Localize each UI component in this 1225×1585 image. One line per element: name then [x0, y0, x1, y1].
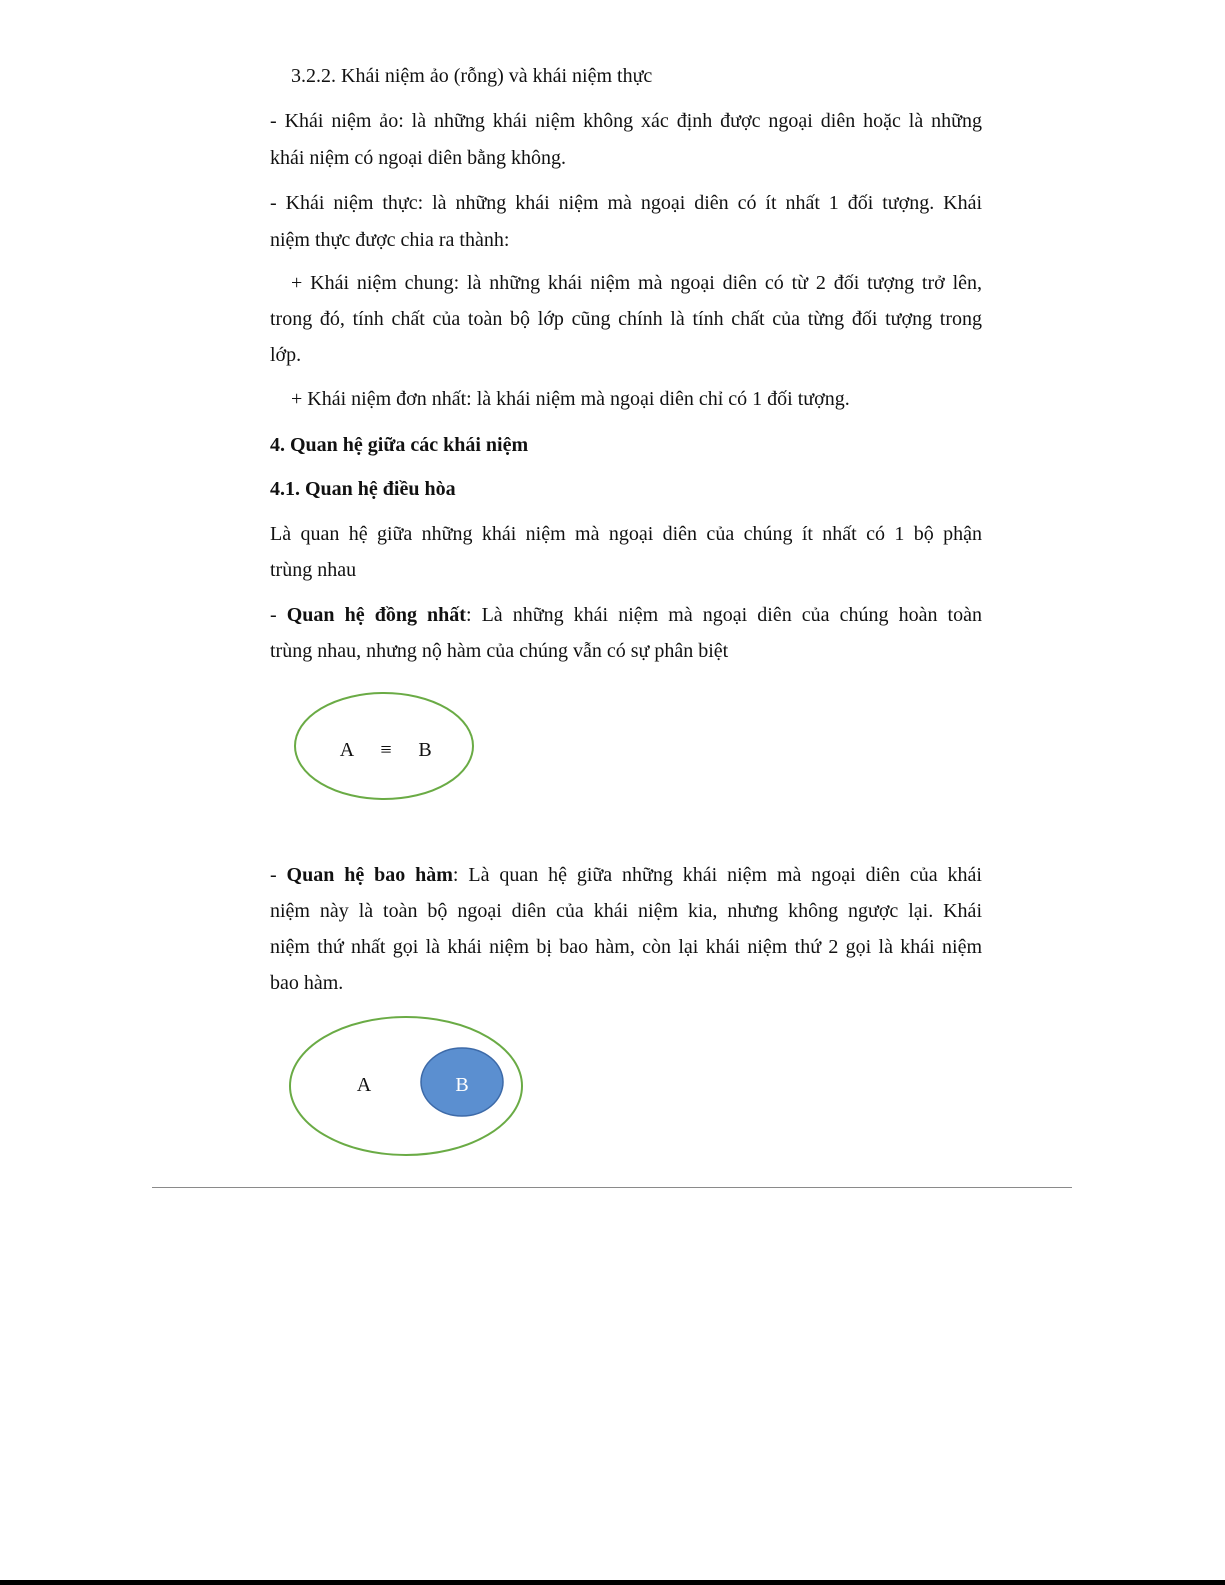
dong-nhat-dash: - [270, 604, 287, 626]
bao-ham-line-1 [270, 863, 982, 887]
chung-line-3: lớp. [270, 344, 302, 366]
dieu-hoa-line-2: trùng nhau [270, 559, 357, 581]
identity-label-a: A [339, 739, 355, 761]
chung-line-1: + Khái niệm chung: là những khái niệm mà ngoại diên có từ 2 đối tượng trở lên, [291, 272, 982, 294]
bao-ham-term: Quan hệ bao hàm [286, 864, 453, 886]
inclusion-label-a: A [356, 1074, 372, 1096]
heading-4-1: 4.1. Quan hệ điều hòa [270, 478, 456, 500]
ao-line-2: khái niệm có ngoại diên bằng không. [270, 147, 567, 169]
bao-ham-rest: : Là quan hệ giữa những khái niệm mà ngoại diên của khái [452, 864, 982, 886]
inclusion-diagram [284, 1012, 528, 1160]
bao-ham-dash: - [270, 864, 287, 886]
identity-label-b: B [418, 739, 432, 761]
bao-ham-line-4: bao hàm. [270, 972, 344, 994]
dieu-hoa-line-1: Là quan hệ giữa những khái niệm mà ngoại diên của chúng ít nhất có 1 bộ phận [270, 523, 982, 545]
identity-diagram [290, 690, 480, 810]
page-separator [152, 1187, 1072, 1188]
heading-3-2-2: 3.2.2. Khái niệm ảo (rỗng) và khái niệm thực [291, 65, 653, 87]
bottom-border [0, 1580, 1225, 1585]
bao-ham-line-2: niệm này là toàn bộ ngoại diên của khái niệm kia, nhưng không ngược lại. Khái [270, 900, 982, 922]
thuc-line-2: niệm thực được chia ra thành: [270, 229, 510, 251]
heading-4: 4. Quan hệ giữa các khái niệm [270, 434, 529, 456]
dong-nhat-line-1 [270, 603, 982, 627]
thuc-line-1: - Khái niệm thực: là những khái niệm mà ngoại diên có ít nhất 1 đối tượng. Khái [270, 192, 982, 214]
identity-equiv-symbol: ≡ [380, 739, 392, 761]
chung-line-2: trong đó, tính chất của toàn bộ lớp cũng chính là tính chất của từng đối tượng trong [270, 308, 982, 330]
bao-ham-line-3: niệm thứ nhất gọi là khái niệm bị bao hàm, còn lại khái niệm thứ 2 gọi là khái niệm [270, 936, 982, 958]
dong-nhat-rest: : Là những khái niệm mà ngoại diên của chúng hoàn toàn [465, 604, 982, 626]
don-nhat-line: + Khái niệm đơn nhất: là khái niệm mà ngoại diên chỉ có 1 đối tượng. [291, 388, 850, 410]
inclusion-label-b: B [455, 1074, 469, 1096]
dong-nhat-term: Quan hệ đồng nhất [286, 604, 466, 626]
ao-line-1: - Khái niệm ảo: là những khái niệm không xác định được ngoại diên hoặc là những [270, 110, 982, 132]
dong-nhat-line-2: trùng nhau, nhưng nộ hàm của chúng vẫn có sự phân biệt [270, 640, 729, 662]
